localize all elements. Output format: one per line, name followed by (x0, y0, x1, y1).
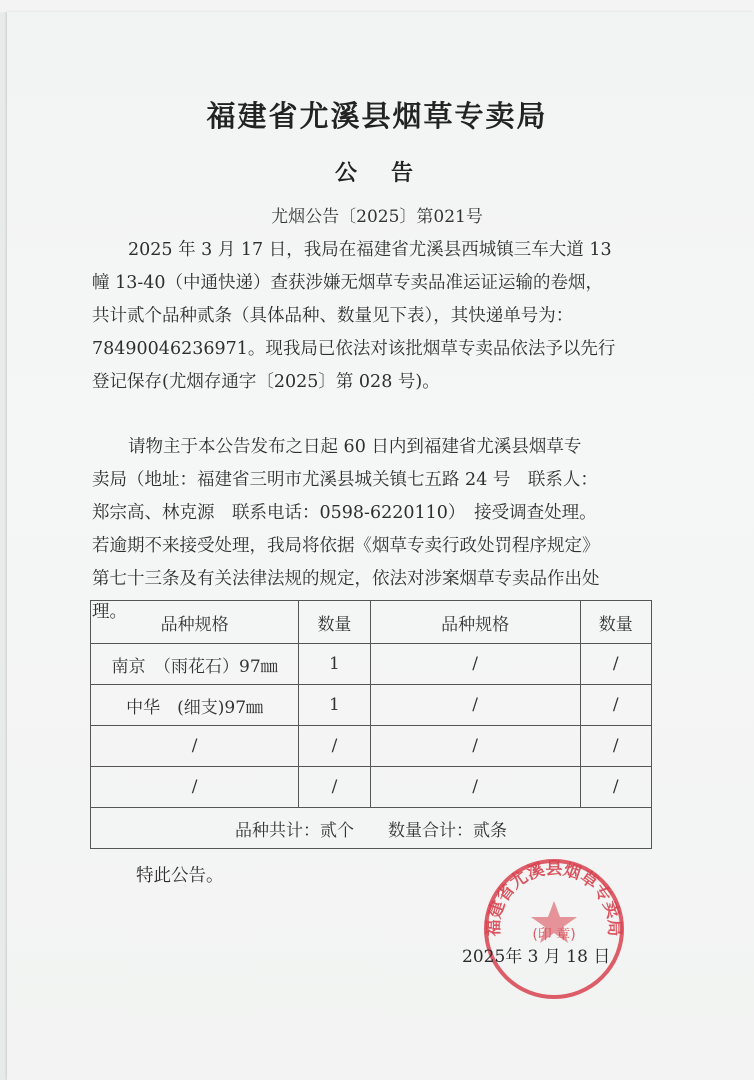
table-cell: 1 (299, 644, 370, 685)
closing-text: 特此公告。 (136, 866, 224, 886)
paragraph-2-line: 理。 (92, 602, 127, 622)
table-header-cell: 品种规格 (370, 601, 580, 644)
paragraph-2-line: 请物主于本公告发布之日起 60 日内到福建省尤溪县烟草专 (128, 437, 582, 457)
seized-items-table (90, 600, 652, 849)
table-cell: 南京 （雨花石）97㎜ (91, 644, 299, 685)
paragraph-2-line: 第七十三条及有关法律法规的规定，依法对涉案烟草专卖品作出处 (92, 569, 600, 589)
table-cell: / (91, 726, 299, 767)
table-row (91, 644, 652, 685)
table-row (91, 726, 652, 767)
paragraph-1-line: 共计贰个品种贰条（具体品种、数量见下表），其快递单号为： (92, 306, 574, 326)
document-subtitle: 公 告 (334, 161, 419, 186)
paragraph-2-line: 若逾期不来接受处理，我局将依据《烟草专卖行政处罚程序规定》 (92, 536, 600, 556)
paragraph-1 (92, 234, 658, 399)
table-cell: / (370, 726, 580, 767)
table-row (91, 685, 652, 726)
table-cell: / (580, 726, 651, 767)
table-cell: / (370, 685, 580, 726)
table-cell: / (580, 644, 651, 685)
table-cell: / (299, 726, 370, 767)
table-cell: / (370, 767, 580, 808)
paragraph-1-line: 登记保存(尤烟存通字〔2025〕第 028 号)。 (92, 372, 440, 392)
table-header-row (91, 601, 652, 644)
table-cell: / (299, 767, 370, 808)
table-cell: 1 (299, 685, 370, 726)
table-total-cell: 品种共计：贰个 数量合计：贰条 (91, 808, 652, 849)
paragraph-2-line: 卖局（地址：福建省三明市尤溪县城关镇七五路 24 号 联系人： (92, 470, 598, 490)
paragraph-1-line: 幢 13-40（中通快递）查获涉嫌无烟草专卖品准运证运输的卷烟， (92, 273, 604, 293)
table-cell: / (580, 767, 651, 808)
document-number: 尤烟公告〔2025〕第021号 (271, 207, 483, 227)
top-edge (0, 0, 754, 12)
svg-text:福建省尤溪县烟草专卖局: 福建省尤溪县烟草专卖局 (483, 859, 625, 937)
table-header-cell: 数量 (299, 601, 370, 644)
paragraph-1-line: 78490046236971。现我局已依法对该批烟草专卖品依法予以先行 (92, 339, 616, 359)
notice-date: 2025年 3 月 18 日 (462, 947, 611, 967)
table-header-cell: 品种规格 (91, 601, 299, 644)
table-cell: 中华 (细支)97㎜ (91, 685, 299, 726)
table-cell: / (91, 767, 299, 808)
official-seal (480, 855, 628, 1003)
table-total-row (91, 808, 652, 849)
table-cell: / (580, 685, 651, 726)
table-cell: / (370, 644, 580, 685)
table-row (91, 767, 652, 808)
document-title: 福建省尤溪县烟草专卖局 (206, 99, 548, 133)
paragraph-2-line: 郑宗高、林克源 联系电话：0598-6220110） 接受调查处理。 (92, 503, 597, 523)
table-header-cell: 数量 (580, 601, 651, 644)
paragraph-1-line: 2025 年 3 月 17 日，我局在福建省尤溪县西城镇三车大道 13 (128, 240, 612, 260)
svg-text:(印 章): (印 章) (532, 927, 576, 943)
